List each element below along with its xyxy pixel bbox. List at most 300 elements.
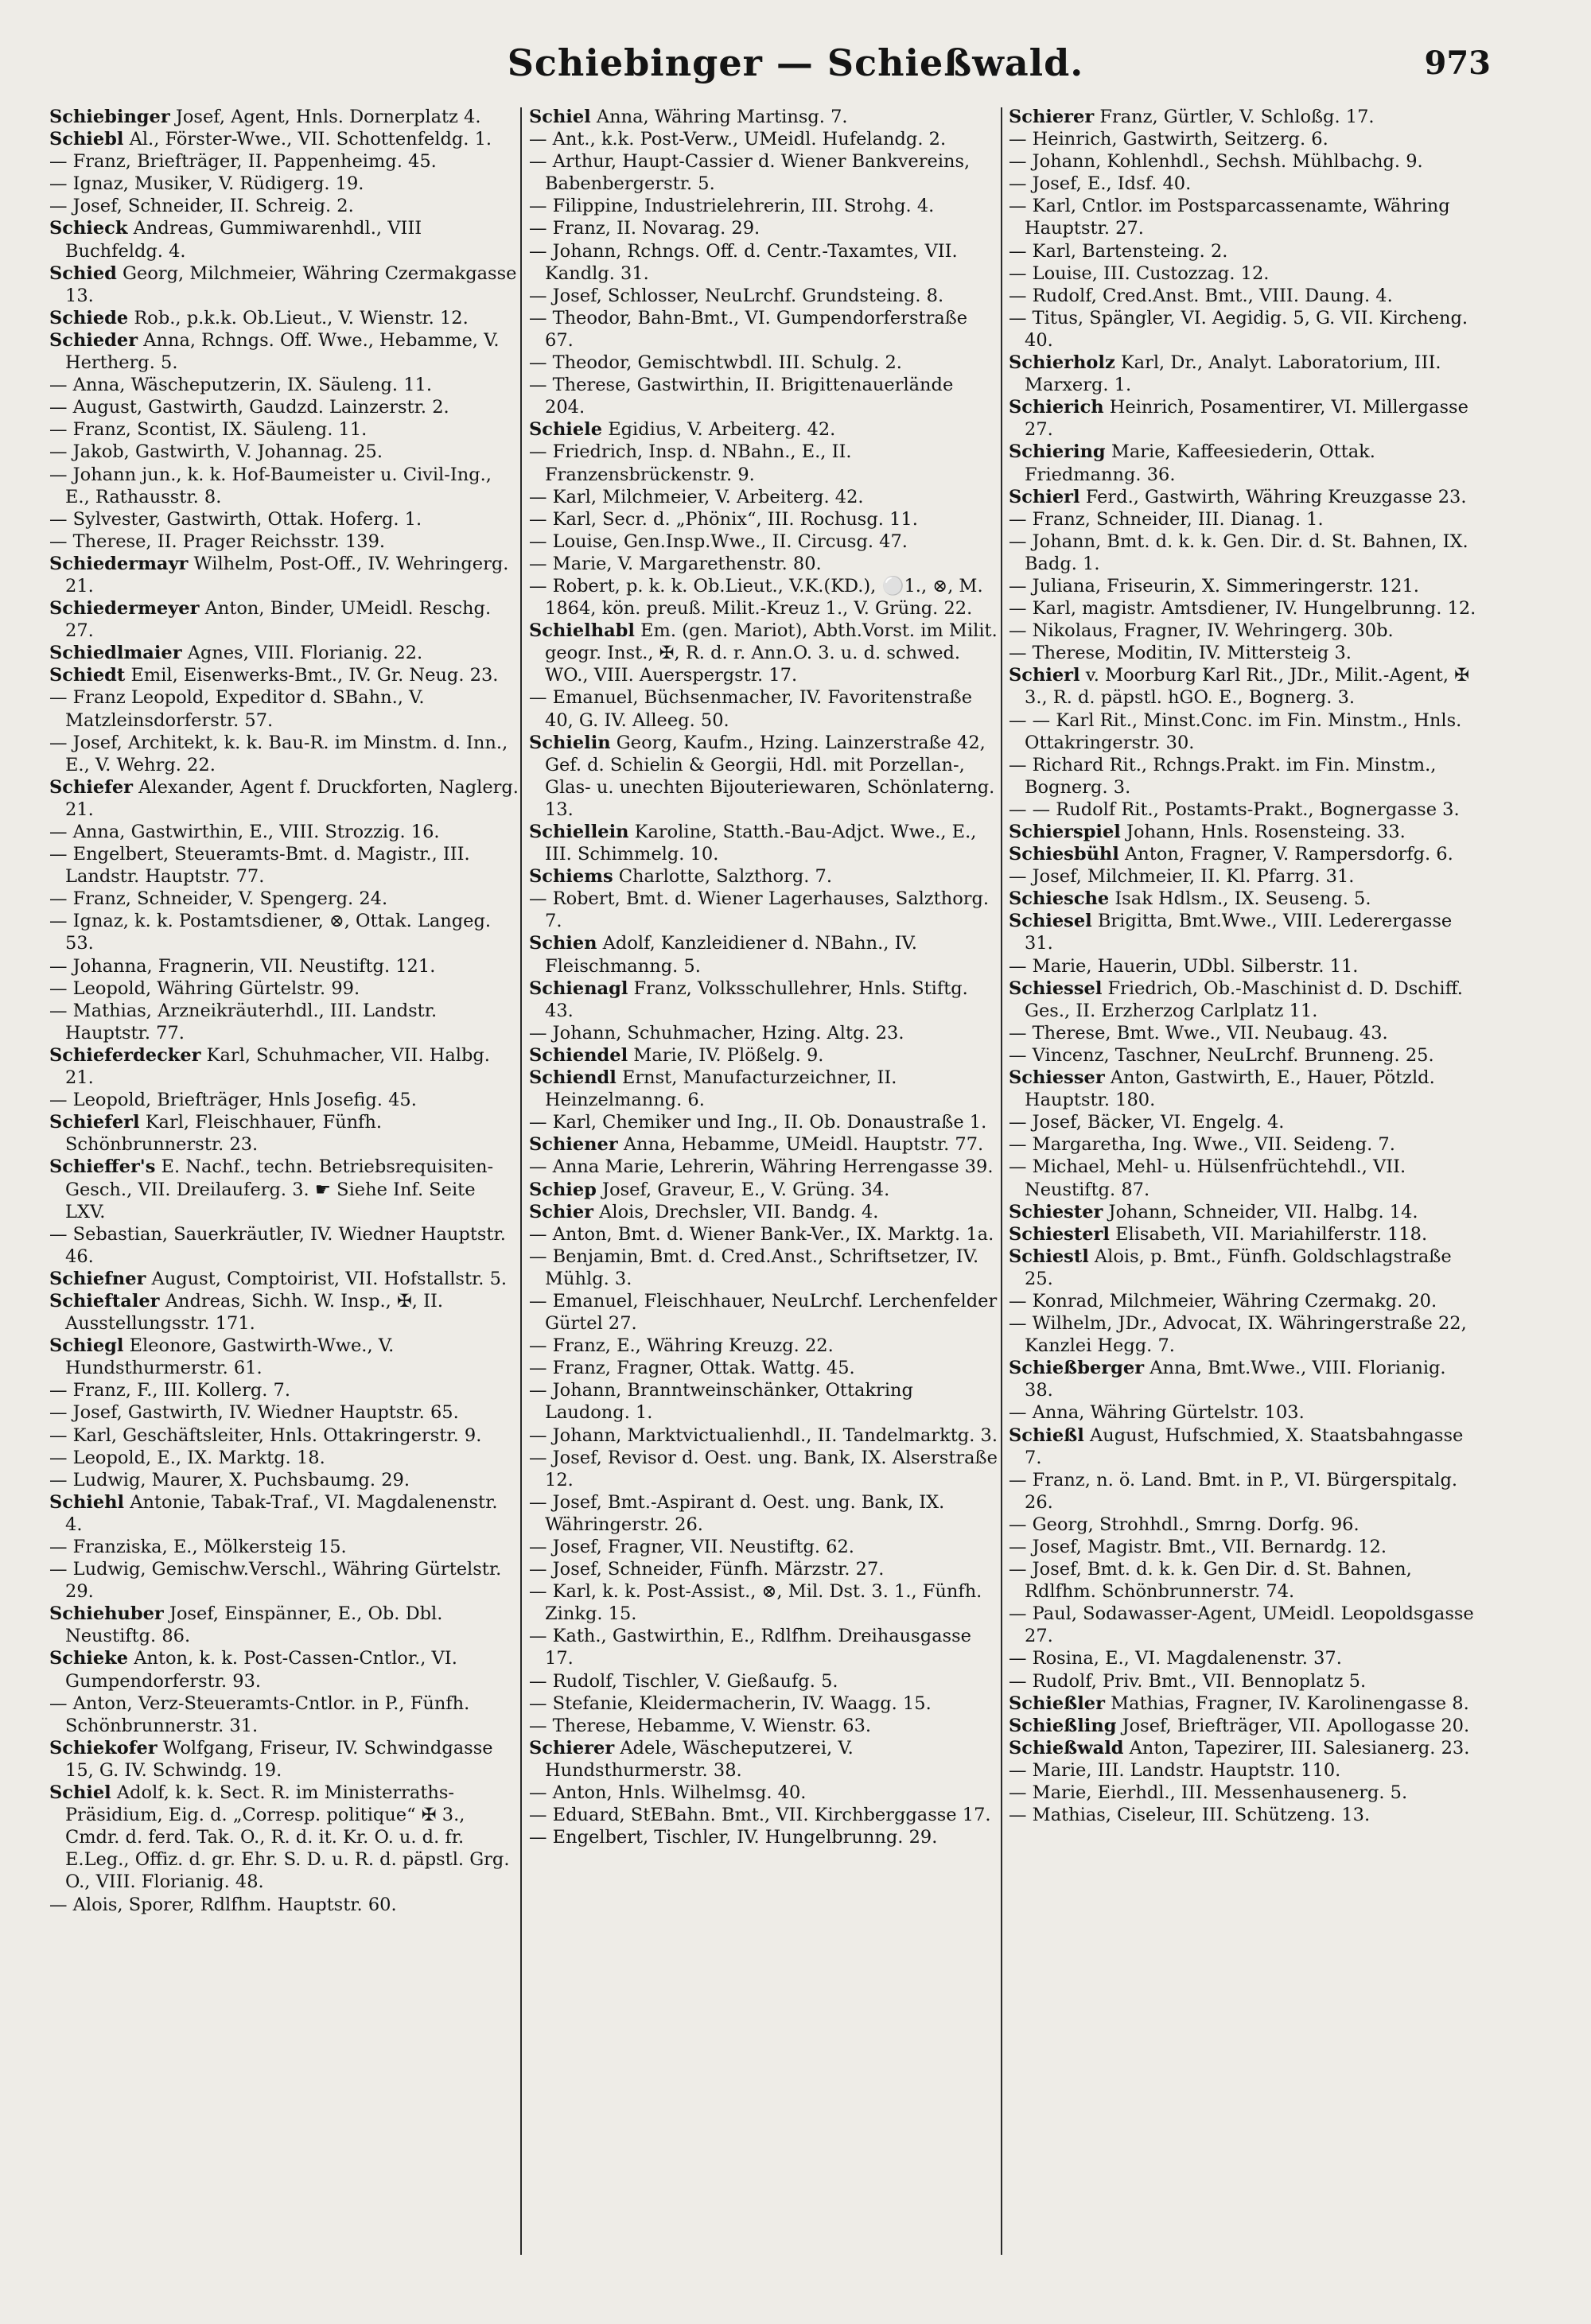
directory-entry [1009, 195, 1478, 239]
directory-entry [1009, 1022, 1478, 1044]
entry-details: Ernst, Manufacturzeichner, II. Heinzelmanng. 6. [545, 1067, 897, 1111]
entry-details: — Josef, Architekt, k. k. Bau-R. im Minstm. d. Inn., E., V. Wehrg. 22. [49, 732, 508, 775]
entry-details: — Paul, Sodawasser-Agent, UMeidl. Leopoldsgasse 27. [1009, 1603, 1474, 1647]
directory-entry [1009, 977, 1478, 1022]
entry-details: — Josef, Bmt. d. k. k. Gen Dir. d. St. Bahnen, Rdlfhm. Schönbrunnerstr. 74. [1009, 1559, 1412, 1603]
entry-details: Anna, Währing Martinsg. 7. [590, 107, 848, 127]
directory-entry [1009, 396, 1478, 441]
entry-surname: Schierspiel [1009, 822, 1121, 842]
directory-entry [529, 1447, 998, 1491]
directory-entry [529, 1223, 998, 1246]
entry-details: — Johanna, Fragnerin, VII. Neustiftg. 121. [49, 955, 436, 977]
entry-details: — — Rudolf Rit., Postamts-Prakt., Bognergasse 3. [1009, 799, 1460, 820]
directory-entry [49, 1469, 519, 1491]
entry-details: — Mathias, Arzneikräuterhdl., III. Landstr. Hauptstr. 77. [49, 1000, 438, 1043]
directory-entry [1009, 1067, 1478, 1111]
directory-entry [1009, 128, 1478, 150]
directory-entry [1009, 597, 1478, 620]
entry-surname: Schiede [49, 307, 129, 328]
entry-surname: Schiebinger [49, 107, 170, 127]
directory-entry [49, 955, 519, 977]
entry-surname: Schiesche [1009, 888, 1110, 910]
directory-entry [529, 1179, 998, 1201]
directory-entry [529, 932, 998, 977]
directory-entry [1009, 150, 1478, 173]
directory-entry [529, 1580, 998, 1625]
directory-entry [1009, 352, 1478, 396]
entry-details: — Josef, Schneider, Fünfh. Märzstr. 27. [529, 1559, 885, 1580]
directory-entry [529, 128, 998, 150]
directory-entry [529, 1379, 998, 1424]
directory-entry [49, 464, 519, 508]
directory-entry [1009, 1804, 1478, 1826]
entry-surname: Schier [529, 1201, 594, 1222]
directory-entry [529, 374, 998, 418]
directory-entry [1009, 843, 1478, 865]
entry-details: Josef, Agent, Hnls. Dornerplatz 4. [169, 107, 481, 127]
entry-surname: Schießling [1009, 1715, 1117, 1736]
entry-surname: Schießler [1009, 1692, 1105, 1714]
entry-surname: Schiester [1009, 1201, 1103, 1222]
column-2 [529, 106, 998, 2285]
entry-details: Wilhelm, Post-Off., IV. Wehringerg. 21. [65, 553, 509, 597]
entry-details: — Anton, Bmt. d. Wiener Bank-Ver., IX. Marktg. 1a. [529, 1223, 994, 1245]
entry-details: — Ludwig, Maurer, X. Puchsbaumg. 29. [49, 1469, 410, 1490]
directory-entry [49, 1782, 519, 1893]
entry-details: — Therese, Moditin, IV. Mittersteig 3. [1009, 643, 1352, 664]
directory-entry [529, 240, 998, 285]
directory-entry [529, 821, 998, 865]
entry-details: — Sebastian, Sauerkräutler, IV. Wiedner Hauptstr. 46. [49, 1223, 506, 1267]
directory-entry [529, 1692, 998, 1715]
directory-entry [1009, 1737, 1478, 1759]
entry-details: Adele, Wäscheputzerei, V. Hundsthurmerstr. 38. [545, 1737, 854, 1781]
page-number: 973 [1424, 45, 1491, 82]
directory-entry [49, 1447, 519, 1469]
directory-entry [1009, 664, 1478, 709]
entry-details: — Rudolf, Priv. Bmt., VII. Bennoplatz 5. [1009, 1670, 1367, 1692]
entry-details: — Franz, F., III. Kollerg. 7. [49, 1380, 291, 1401]
directory-entry [1009, 240, 1478, 262]
entry-details: Josef, Briefträger, VII. Apollogasse 20. [1116, 1715, 1470, 1736]
entry-surname: Schierer [529, 1737, 615, 1759]
entry-details: August, Hufschmied, X. Staatsbahngasse 7. [1025, 1424, 1464, 1468]
page-header [0, 41, 1591, 97]
entry-surname: Schielin [529, 732, 611, 753]
entry-details: Andreas, Gummiwarenhdl., VIII Buchfeldg. 4. [65, 218, 422, 262]
directory-entry [49, 530, 519, 553]
entry-details: Brigitta, Bmt.Wwe., VIII. Lederergasse 31. [1025, 911, 1453, 954]
entry-details: Josef, Graveur, E., V. Grüng. 34. [596, 1179, 890, 1200]
entry-details: Alexander, Agent f. Druckforten, Naglerg. 21. [65, 776, 519, 820]
directory-entry [529, 508, 998, 530]
entry-details: — Franz, Schneider, III. Dianag. 1. [1009, 508, 1324, 530]
directory-entry [1009, 620, 1478, 642]
entry-surname: Schiedermayr [49, 553, 189, 574]
entry-details: — Therese, Hebamme, V. Wienstr. 63. [529, 1715, 872, 1736]
entry-details: — Franz, Schneider, V. Spengerg. 24. [49, 888, 388, 910]
entry-surname: Schiel [49, 1782, 111, 1804]
entry-details: Anton, Tapezirer, III. Salesianerg. 23. [1123, 1737, 1470, 1759]
entry-details: Rob., p.k.k. Ob.Lieut., V. Wienstr. 12. [128, 307, 469, 328]
entry-details: Marie, IV. Plößelg. 9. [628, 1044, 824, 1066]
entry-details: — Konrad, Milchmeier, Währing Czermakg. 20. [1009, 1290, 1437, 1312]
directory-entry [49, 307, 519, 329]
entry-details: Em. (gen. Mariot), Abth.Vorst. im Milit. geogr. Inst., ✠, R. d. r. Ann.O. 3. u. d. schwed. WO., VIII. Auerspergstr. 17. [545, 620, 998, 686]
directory-entry [49, 821, 519, 843]
entry-surname: Schiefer [49, 776, 134, 798]
directory-entry [529, 732, 998, 821]
directory-entry [49, 173, 519, 195]
entry-details: — Franz, Briefträger, II. Pappenheimg. 45. [49, 151, 437, 173]
entry-details: — Engelbert, Steueramts-Bmt. d. Magistr., III. Landstr. Hauptstr. 77. [49, 844, 470, 888]
entry-details: Ferd., Gastwirth, Währing Kreuzgasse 23. [1079, 486, 1467, 507]
directory-entry [49, 1558, 519, 1603]
entry-details: Anna, Bmt.Wwe., VIII. Florianig. 38. [1025, 1358, 1446, 1401]
entry-surname: Schiehuber [49, 1603, 164, 1625]
directory-entry [529, 1357, 998, 1379]
entry-details: Anton, Binder, UMeidl. Reschg. 27. [65, 598, 492, 642]
entry-details: — Karl, Geschäftsleiter, Hnls. Ottakringerstr. 9. [49, 1424, 482, 1446]
directory-entry [1009, 1782, 1478, 1804]
directory-entry [529, 1558, 998, 1580]
entry-surname: Schiedermeyer [49, 598, 200, 620]
directory-entry [49, 1268, 519, 1290]
directory-entry [529, 1625, 998, 1669]
directory-entry [1009, 1357, 1478, 1401]
entry-details: — Karl, Cntlor. im Postsparcassenamte, Währing Hauptstr. 27. [1009, 196, 1450, 239]
entry-details: Karoline, Statth.-Bau-Adjct. Wwe., E., III. Schimmelg. 10. [545, 822, 977, 865]
entry-surname: Schiener [529, 1134, 618, 1156]
directory-entry [49, 1290, 519, 1335]
directory-entry [1009, 1133, 1478, 1156]
directory-entry [1009, 285, 1478, 307]
entry-details: — Karl, Secr. d. „Phönix“, III. Rochusg. 11. [529, 508, 918, 530]
entry-surname: Schieferdecker [49, 1044, 201, 1066]
directory-entry [529, 441, 998, 485]
entry-details: — Richard Rit., Rchngs.Prakt. im Fin. Minstm., Bognerg. 3. [1009, 754, 1437, 798]
entry-details: — Titus, Spängler, VI. Aegidig. 5, G. VII. Kircheng. 40. [1009, 307, 1468, 351]
directory-entry [1009, 1111, 1478, 1133]
entry-details: — Johann, Rchngs. Off. d. Centr.-Taxamtes, VII. Kandlg. 31. [529, 240, 958, 284]
entry-details: Elisabeth, VII. Mariahilferstr. 118. [1109, 1223, 1428, 1245]
entry-details: — Ant., k.k. Post-Verw., UMeidl. Hufelandg. 2. [529, 129, 947, 150]
directory-entry [49, 195, 519, 217]
entry-details: Karl, Fleischhauer, Fünfh. Schönbrunnerstr. 23. [65, 1112, 383, 1156]
directory-entry [529, 486, 998, 508]
directory-entry [1009, 1514, 1478, 1536]
entry-details: — Josef, Schlosser, NeuLrchf. Grundsteing. 8. [529, 285, 944, 306]
entry-details: — Rudolf, Tischler, V. Gießaufg. 5. [529, 1670, 838, 1692]
entry-details: — Marie, III. Landstr. Hauptstr. 110. [1009, 1759, 1341, 1781]
entry-details: — August, Gastwirth, Gaudzd. Lainzerstr. 2. [49, 397, 449, 418]
directory-entry [529, 1111, 998, 1133]
entry-details: — Engelbert, Tischler, IV. Hungelbrunng. 29. [529, 1827, 938, 1848]
entry-details: — Jakob, Gastwirth, V. Johannag. 25. [49, 441, 383, 463]
entry-surname: Schiedlmaier [49, 643, 182, 664]
entry-details: v. Moorburg Karl Rit., JDr., Milit.-Agent, ✠ 3., R. d. päpstl. hGO. E., Bognerg. 3. [1025, 665, 1470, 709]
entry-details: Franz, Gürtler, V. Schloßg. 17. [1094, 107, 1375, 127]
directory-entry [49, 1379, 519, 1401]
directory-entry [1009, 910, 1478, 954]
entry-details: Wolfgang, Friseur, IV. Schwindgasse 15, G. IV. Schwindg. 19. [65, 1737, 493, 1781]
directory-entry [1009, 1401, 1478, 1424]
directory-entry [1009, 1290, 1478, 1312]
directory-entry [49, 1044, 519, 1089]
directory-entry [49, 1647, 519, 1692]
entry-details: — Josef, E., Idsf. 40. [1009, 173, 1192, 195]
directory-entry [49, 128, 519, 150]
entry-details: — Anna, Währing Gürtelstr. 103. [1009, 1402, 1305, 1424]
entry-surname: Schiele [529, 419, 603, 441]
directory-entry [49, 1894, 519, 1916]
entry-details: — Karl, Milchmeier, V. Arbeiterg. 42. [529, 486, 864, 507]
entry-surname: Schied [49, 262, 117, 284]
column-divider [520, 107, 522, 2255]
entry-details: Alois, p. Bmt., Fünfh. Goldschlagstraße 25. [1025, 1246, 1452, 1289]
entry-details: — Karl, Chemiker und Ing., II. Ob. Donaustraße 1. [529, 1112, 987, 1133]
directory-entry [529, 686, 998, 731]
entry-details: Anton, Fragner, V. Rampersdorfg. 6. [1118, 844, 1453, 865]
entry-details: Johann, Schneider, VII. Halbg. 14. [1103, 1201, 1418, 1222]
entry-details: — Karl, Bartensteing. 2. [1009, 240, 1228, 262]
directory-entry [49, 843, 519, 888]
entry-details: — Anna Marie, Lehrerin, Währing Herrengasse 39. [529, 1156, 994, 1178]
entry-details: — Therese, II. Prager Reichsstr. 139. [49, 530, 386, 552]
entry-details: — Theodor, Gemischtwbdl. III. Schulg. 2. [529, 352, 902, 374]
entry-details: Anton, k. k. Post-Cassen-Cntlor., VI. Gumpendorferstr. 93. [65, 1648, 457, 1692]
directory-entry [1009, 173, 1478, 195]
entry-details: — Johann, Schuhmacher, Hzing. Altg. 23. [529, 1022, 904, 1043]
directory-entry [1009, 642, 1478, 664]
entry-details: Anna, Hebamme, UMeidl. Hauptstr. 77. [617, 1134, 984, 1156]
entry-details: E. Nachf., techn. Betriebsrequisiten-Gesch., VII. Dreilauferg. 3. ☛ Siehe Inf. Seite LXV. [65, 1156, 494, 1222]
directory-entry [49, 508, 519, 530]
directory-entry [1009, 1536, 1478, 1558]
directory-entry [49, 1000, 519, 1044]
directory-entry [1009, 1469, 1478, 1514]
directory-entry [529, 195, 998, 217]
entry-details: — Heinrich, Gastwirth, Seitzerg. 6. [1009, 129, 1328, 150]
directory-entry [49, 441, 519, 463]
directory-entry [49, 1089, 519, 1111]
entry-details: — Josef, Magistr. Bmt., VII. Bernardg. 12. [1009, 1537, 1387, 1557]
entry-details: Antonie, Tabak-Traf., VI. Magdalenenstr. 4. [65, 1491, 498, 1535]
directory-entry [1009, 575, 1478, 597]
directory-entry [1009, 106, 1478, 128]
entry-details: Anton, Gastwirth, E., Hauer, Pötzld. Hauptstr. 180. [1025, 1067, 1435, 1111]
directory-entry [49, 1491, 519, 1536]
entry-surname: Schiep [529, 1179, 597, 1200]
entry-surname: Schiebl [49, 129, 124, 150]
directory-entry [529, 530, 998, 553]
entry-surname: Schiekofer [49, 1737, 158, 1759]
entry-details: — Josef, Milchmeier, II. Kl. Pfarrg. 31. [1009, 866, 1355, 888]
entry-details: Agnes, VIII. Florianig. 22. [181, 643, 423, 664]
directory-entry [529, 217, 998, 239]
entry-details: Al., Förster-Wwe., VII. Schottenfeldg. 1. [123, 129, 492, 150]
entry-details: — Marie, Hauerin, UDbl. Silberstr. 11. [1009, 955, 1359, 977]
directory-entry [529, 1804, 998, 1826]
directory-entry [1009, 1670, 1478, 1692]
entry-details: — Emanuel, Fleischhauer, NeuLrchf. Lerchenfelder Gürtel 27. [529, 1290, 998, 1335]
directory-entry [49, 1603, 519, 1647]
entry-details: — Michael, Mehl- u. Hülsenfrüchtehdl., VII. Neustiftg. 87. [1009, 1156, 1406, 1200]
entry-details: — Josef, Bmt.-Aspirant d. Oest. ung. Bank, IX. Währingerstr. 26. [529, 1491, 945, 1535]
directory-entry [529, 150, 998, 195]
directory-entry [529, 1022, 998, 1044]
directory-entry [1009, 1759, 1478, 1782]
directory-entry [529, 1201, 998, 1223]
entry-details: — Wilhelm, JDr., Advocat, IX. Währingerstraße 22, Kanzlei Hegg. 7. [1009, 1313, 1467, 1357]
entry-details: Isak Hdlsm., IX. Seuseng. 5. [1109, 888, 1371, 910]
entry-details: — Anton, Verz-Steueramts-Cntlor. in P., Fünfh. Schönbrunnerstr. 31. [49, 1692, 470, 1736]
directory-entry [1009, 307, 1478, 352]
directory-entry [1009, 888, 1478, 910]
directory-entry [49, 1156, 519, 1222]
entry-details: — Juliana, Friseurin, X. Simmeringerstr. 121. [1009, 575, 1419, 597]
directory-entry [49, 732, 519, 776]
directory-entry [1009, 262, 1478, 285]
entry-details: — Margaretha, Ing. Wwe., VII. Seideng. 7. [1009, 1134, 1395, 1156]
entry-surname: Schiesel [1009, 911, 1092, 932]
directory-entry [529, 1782, 998, 1804]
entry-surname: Schiessel [1009, 977, 1103, 999]
entry-details: Eleonore, Gastwirth-Wwe., V. Hundsthurmerstr. 61. [65, 1335, 395, 1379]
directory-entry [1009, 530, 1478, 575]
entry-details: — Georg, Strohhdl., Smrng. Dorfg. 96. [1009, 1514, 1360, 1535]
entry-surname: Schielhabl [529, 620, 635, 642]
entry-details: — Alois, Sporer, Rdlfhm. Hauptstr. 60. [49, 1894, 397, 1915]
column-3 [1009, 106, 1478, 2285]
directory-entry [1009, 1715, 1478, 1737]
directory-entry [49, 1335, 519, 1379]
directory-entry [49, 418, 519, 441]
entry-surname: Schierl [1009, 486, 1080, 507]
directory-entry [49, 686, 519, 731]
entry-details: Franz, Volksschullehrer, Hnls. Stiftg. 43. [545, 977, 968, 1021]
entry-details: Karl, Dr., Analyt. Laboratorium, III. Marxerg. 1. [1025, 352, 1441, 396]
directory-entry [49, 1111, 519, 1156]
directory-entry [1009, 1558, 1478, 1603]
entry-surname: Schierer [1009, 107, 1095, 127]
entry-details: — Robert, Bmt. d. Wiener Lagerhauses, Salzthorg. 7. [529, 888, 990, 932]
entry-details: — Franz, Scontist, IX. Säuleng. 11. [49, 419, 368, 441]
entry-details: — Louise, Gen.Insp.Wwe., II. Circusg. 47. [529, 530, 908, 552]
entry-details: — Josef, Gastwirth, IV. Wiedner Hauptstr. 65. [49, 1402, 459, 1424]
entry-details: — Franz, Fragner, Ottak. Wattg. 45. [529, 1358, 855, 1379]
entry-details: Adolf, Kanzleidiener d. NBahn., IV. Fleischmanng. 5. [545, 933, 917, 977]
directory-entry [529, 1133, 998, 1156]
entry-details: — Kath., Gastwirthin, E., Rdlfhm. Dreihausgasse 17. [529, 1626, 971, 1669]
directory-entry [49, 1692, 519, 1737]
entry-details: — Johann, Kohlenhdl., Sechsh. Mühlbachg. 9. [1009, 151, 1423, 173]
directory-entry [49, 217, 519, 262]
entry-details: — Leopold, Briefträger, Hnls Josefig. 45. [49, 1090, 417, 1111]
directory-entry [49, 374, 519, 396]
entry-details: — Josef, Bäcker, VI. Engelg. 4. [1009, 1112, 1285, 1133]
directory-entry [529, 285, 998, 307]
directory-entry [1009, 799, 1478, 821]
directory-entry [49, 664, 519, 686]
entry-surname: Schierich [1009, 397, 1104, 418]
entry-surname: Schieferl [49, 1112, 140, 1133]
directory-entry [1009, 486, 1478, 508]
directory-entry [49, 329, 519, 374]
directory-entry [1009, 1201, 1478, 1223]
entry-surname: Schienagl [529, 977, 628, 999]
entry-details: — Friedrich, Insp. d. NBahn., E., II. Franzensbrückenstr. 9. [529, 441, 852, 485]
directory-entry [529, 1335, 998, 1357]
entry-details: — Leopold, E., IX. Marktg. 18. [49, 1447, 325, 1468]
entry-details: — Ignaz, Musiker, V. Rüdigerg. 19. [49, 173, 364, 195]
entry-surname: Schiesterl [1009, 1223, 1110, 1245]
directory-entry [49, 1737, 519, 1782]
directory-entry [529, 865, 998, 888]
entry-surname: Schierl [1009, 665, 1080, 686]
entry-surname: Schieck [49, 218, 128, 239]
directory-entry [529, 1826, 998, 1848]
entry-details: — Franziska, E., Mölkersteig 15. [49, 1537, 347, 1557]
entry-details: — Sylvester, Gastwirth, Ottak. Hoferg. 1. [49, 508, 422, 530]
entry-details: — Anna, Gastwirthin, E., VIII. Strozzig. 16. [49, 822, 440, 842]
entry-details: — Robert, p. k. k. Ob.Lieut., V.K.(KD.), ⚪1., ⊗, M. 1864, kön. preuß. Milit.-Kreuz 1., V. Grüng. 22. [529, 575, 983, 620]
entry-details: — Leopold, Währing Gürtelstr. 99. [49, 977, 360, 999]
entry-details: Egidius, V. Arbeiterg. 42. [602, 419, 836, 441]
entry-details: — Therese, Bmt. Wwe., VII. Neubaug. 43. [1009, 1022, 1388, 1043]
entry-details: Anna, Rchngs. Off. Wwe., Hebamme, V. Hertherg. 5. [65, 329, 500, 374]
entry-surname: Schien [529, 933, 597, 954]
directory-entry [49, 150, 519, 173]
entry-details: Emil, Eisenwerks-Bmt., IV. Gr. Neug. 23. [125, 665, 499, 686]
directory-entry [529, 1044, 998, 1067]
directory-entry [1009, 1692, 1478, 1715]
entry-surname: Schieder [49, 329, 138, 351]
entry-details: Adolf, k. k. Sect. R. im Ministerraths-Präsidium, Eig. d. „Corresp. politique“ ✠ 3., Cmdr. d. ferd. Tak. O., R. d. it. Kr. O. u. d. fr. E.Leg., Offiz. d. gr. Ehr. S. D. u. R. d. päpstl. Grg. O., VIII. Florianig. 48. [65, 1782, 510, 1893]
directory-entry [529, 418, 998, 441]
directory-entry [529, 1424, 998, 1447]
entry-surname: Schiellein [529, 822, 629, 842]
entry-surname: Schiel [529, 107, 591, 127]
entry-details: — Karl, magistr. Amtsdiener, IV. Hungelbrunng. 12. [1009, 598, 1476, 620]
entry-details: — Anna, Wäscheputzerin, IX. Säuleng. 11. [49, 375, 433, 396]
entry-details: — Franz Leopold, Expeditor d. SBahn., V. Matzleinsdorferstr. 57. [49, 687, 425, 731]
directory-entry [1009, 821, 1478, 843]
entry-details: — Johann, Bmt. d. k. k. Gen. Dir. d. St. Bahnen, IX. Badg. 1. [1009, 530, 1468, 574]
entry-details: Georg, Milchmeier, Währing Czermakgasse 13. [65, 262, 517, 306]
directory-entry [1009, 1223, 1478, 1246]
directory-entry [529, 1737, 998, 1782]
entry-surname: Schiendel [529, 1044, 628, 1066]
entry-surname: Schiesbühl [1009, 844, 1119, 865]
entry-details: August, Comptoirist, VII. Hofstallstr. 5. [146, 1268, 508, 1289]
directory-entry [1009, 1246, 1478, 1290]
entry-surname: Schießberger [1009, 1358, 1145, 1379]
directory-entry [529, 977, 998, 1022]
entry-surname: Schiegl [49, 1335, 124, 1357]
entry-details: — Stefanie, Kleidermacherin, IV. Waagg. 15. [529, 1692, 932, 1714]
entry-details: Andreas, Sichh. W. Insp., ✠, II. Ausstellungsstr. 171. [65, 1290, 444, 1335]
entry-surname: Schiems [529, 866, 613, 888]
entry-surname: Schiendl [529, 1067, 617, 1089]
directory-entry [529, 307, 998, 352]
directory-entry [529, 352, 998, 374]
directory-entry [1009, 754, 1478, 799]
entry-surname: Schießwald [1009, 1737, 1124, 1759]
entry-details: — Eduard, StEBahn. Bmt., VII. Kirchberggasse 17. [529, 1805, 991, 1826]
entry-details: — Rudolf, Cred.Anst. Bmt., VIII. Daung. 4. [1009, 285, 1393, 306]
directory-entry [49, 888, 519, 910]
